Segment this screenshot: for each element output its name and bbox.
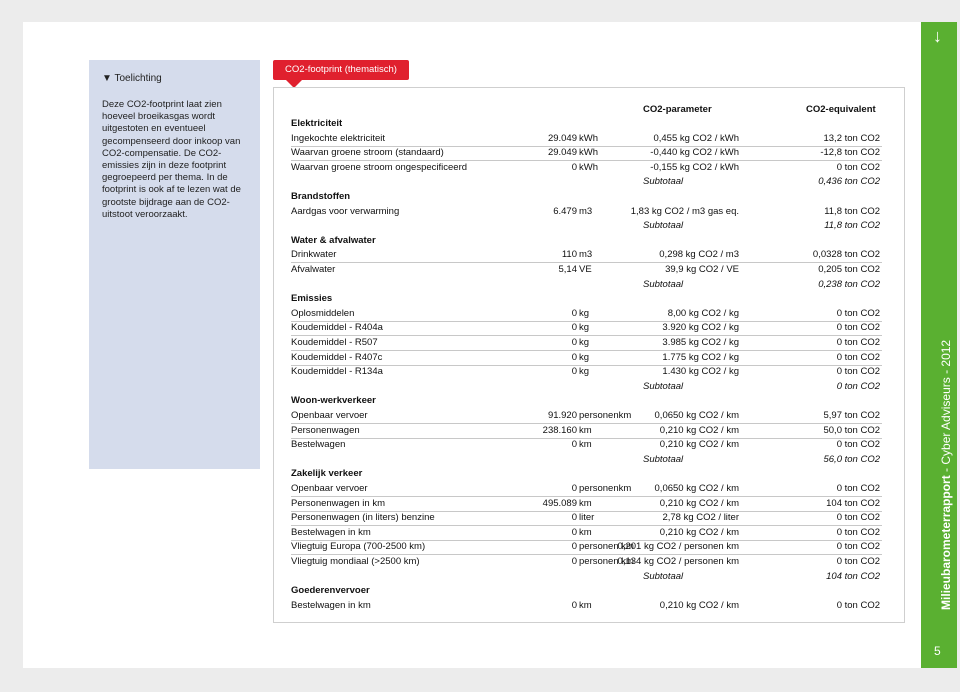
row-unit: kg — [579, 351, 590, 363]
row-quantity: 238.160 — [542, 424, 577, 436]
row-quantity: 0 — [571, 556, 577, 567]
row-quantity: 0 — [571, 526, 577, 538]
row-unit: liter — [579, 512, 595, 524]
row-quantity: 0 — [571, 337, 577, 348]
row-quantity: 0 — [571, 161, 577, 173]
row-quantity: 6.479 — [553, 205, 577, 217]
row-factor: -0,155 kg CO2 / kWh — [650, 161, 739, 173]
table-section-heading — [291, 190, 882, 204]
subtotal-row — [291, 175, 882, 189]
row-quantity: 0 — [571, 366, 577, 378]
toelichting-toggle[interactable]: ▼ Toelichting — [102, 73, 162, 84]
row-equivalent: 0 ton CO2 — [836, 322, 880, 334]
table-row — [291, 146, 882, 161]
subtotal-value: 11,8 ton CO2 — [824, 220, 880, 232]
table-row — [291, 263, 882, 277]
row-quantity: 0 — [571, 307, 577, 319]
row-label: Koudemiddel - R507 — [291, 337, 378, 348]
table-row — [291, 248, 882, 263]
subtotal-value: 56,0 ton CO2 — [823, 453, 880, 465]
row-unit: personen km — [579, 556, 634, 567]
row-factor: 0,298 kg CO2 / m3 — [659, 249, 739, 261]
table-section-heading — [291, 292, 882, 306]
row-quantity: 110 — [561, 249, 577, 261]
row-unit: kWh — [579, 147, 598, 159]
row-quantity: 29.049 — [547, 132, 577, 144]
row-label: Koudemiddel - R404a — [291, 322, 383, 334]
table-row — [291, 409, 882, 424]
row-equivalent: 0 ton CO2 — [836, 556, 880, 567]
row-quantity: 29.049 — [547, 147, 577, 159]
row-factor: 3.985 kg CO2 / kg — [662, 337, 739, 348]
column-header-parameter: CO2-parameter — [643, 104, 712, 115]
row-unit: kg — [579, 307, 590, 319]
subtotal-value: 0,238 ton CO2 — [818, 278, 880, 290]
row-equivalent: 0 ton CO2 — [836, 161, 880, 173]
row-equivalent: 0 ton CO2 — [836, 439, 880, 451]
row-factor: 2,78 kg CO2 / liter — [662, 512, 739, 524]
table-row — [291, 161, 882, 175]
row-factor: 0,210 kg CO2 / km — [659, 599, 739, 611]
row-unit: km — [579, 526, 592, 538]
row-unit: km — [579, 424, 592, 436]
subtotal-row — [291, 219, 882, 233]
row-quantity: 5,14 — [558, 264, 577, 275]
row-unit: VE — [579, 264, 592, 275]
row-factor: 39,9 kg CO2 / VE — [665, 264, 739, 275]
row-factor: 0,134 kg CO2 / personen km — [617, 556, 739, 567]
row-quantity: 0 — [571, 541, 577, 553]
row-label: Personenwagen (in liters) benzine — [291, 512, 435, 524]
row-unit: personenkm — [579, 410, 632, 421]
section-label: Brandstoffen — [291, 191, 351, 202]
row-label: Openbaar vervoer — [291, 410, 368, 421]
table-row — [291, 482, 882, 497]
section-label: Zakelijk verkeer — [291, 468, 363, 480]
row-unit: m3 — [579, 249, 593, 261]
subtotal-label: Subtotaal — [643, 278, 684, 290]
row-label: Personenwagen in km — [291, 497, 385, 509]
subtotal-value: 0 ton CO2 — [836, 380, 880, 392]
row-label: Aardgas voor verwarming — [291, 205, 400, 217]
explanation-text: Deze CO2-footprint laat zien hoeveel broeikasgas wordt uitgestoten en eventueel gecompenseerd door inkoop van CO2-compensatie. De CO2-emissies zijn in deze footprint gegroepeerd per thema. In de footprint is ook af te lezen wat de grootste bijdrage aan de CO2-uitstoot veroorzaakt. — [102, 99, 241, 220]
row-quantity: 495.089 — [542, 497, 577, 509]
row-unit: km — [579, 599, 592, 611]
row-quantity: 0 — [571, 322, 577, 334]
table-row — [291, 321, 882, 336]
subtotal-label: Subtotaal — [643, 453, 684, 465]
table-row — [291, 351, 882, 366]
subtotal-value: 0,436 ton CO2 — [818, 176, 880, 188]
row-factor: 0,0650 kg CO2 / km — [654, 483, 739, 494]
row-factor: 1.775 kg CO2 / kg — [662, 351, 739, 363]
row-equivalent: 0 ton CO2 — [836, 483, 880, 494]
row-unit: kg — [579, 322, 590, 334]
row-label: Koudemiddel - R407c — [291, 351, 383, 363]
row-factor: 0,455 kg CO2 / kWh — [653, 132, 739, 144]
table-row — [291, 307, 882, 322]
row-equivalent: -12,8 ton CO2 — [820, 147, 880, 159]
subtotal-label: Subtotaal — [643, 176, 684, 188]
row-label: Koudemiddel - R134a — [291, 366, 383, 378]
row-equivalent: 5,97 ton CO2 — [823, 410, 880, 421]
table-row — [291, 424, 882, 439]
row-equivalent: 11,8 ton CO2 — [824, 205, 880, 217]
row-equivalent: 0 ton CO2 — [836, 337, 880, 348]
row-unit: kg — [579, 366, 590, 378]
table-section-heading — [291, 394, 882, 408]
row-label: Oplosmiddelen — [291, 307, 355, 319]
row-equivalent: 0,0328 ton CO2 — [812, 249, 880, 261]
row-quantity: 91.920 — [547, 410, 577, 421]
row-factor: 0,210 kg CO2 / km — [659, 497, 739, 509]
page-number: 5 — [934, 644, 941, 658]
row-equivalent: 0 ton CO2 — [836, 526, 880, 538]
row-equivalent: 0,205 ton CO2 — [818, 264, 880, 275]
subtotal-label: Subtotaal — [643, 380, 684, 392]
row-unit: personen km — [579, 541, 634, 553]
subtotal-row — [291, 570, 882, 584]
row-label: Afvalwater — [291, 264, 336, 275]
table-row — [291, 540, 882, 555]
section-label: Goederenvervoer — [291, 585, 370, 597]
row-unit: km — [579, 497, 592, 509]
row-unit: kg — [579, 337, 590, 348]
table-section-heading — [291, 234, 882, 248]
row-factor: 0,0650 kg CO2 / km — [654, 410, 739, 421]
subtotal-label: Subtotaal — [643, 570, 684, 582]
row-label: Waarvan groene stroom ongespecificeerd — [291, 161, 468, 173]
row-equivalent: 50,0 ton CO2 — [823, 424, 880, 436]
row-label: Vliegtuig mondiaal (>2500 km) — [291, 556, 420, 567]
table-section-heading — [291, 467, 882, 481]
table-row — [291, 438, 882, 452]
table-row — [291, 526, 882, 541]
row-equivalent: 0 ton CO2 — [836, 512, 880, 524]
row-unit: m3 — [579, 205, 593, 217]
row-label: Bestelwagen in km — [291, 526, 371, 538]
row-factor: 8,00 kg CO2 / kg — [667, 307, 739, 319]
column-header-equivalent: CO2-equivalent — [806, 104, 876, 115]
arrow-down-icon[interactable]: ↓ — [933, 26, 942, 46]
section-label: Woon-werkverkeer — [291, 395, 376, 407]
row-factor: 0,210 kg CO2 / km — [659, 424, 739, 436]
row-unit: km — [579, 439, 592, 451]
row-factor: 0,210 kg CO2 / km — [659, 526, 739, 538]
section-label: Elektriciteit — [291, 118, 343, 129]
row-factor: -0,440 kg CO2 / kWh — [650, 147, 739, 159]
row-quantity: 0 — [571, 351, 577, 363]
subtotal-value: 104 ton CO2 — [826, 570, 880, 582]
row-label: Bestelwagen — [291, 439, 346, 451]
section-label: Emissies — [291, 293, 333, 305]
row-unit: kWh — [579, 132, 598, 144]
row-label: Waarvan groene stroom (standaard) — [291, 147, 444, 159]
section-label: Water & afvalwater — [291, 234, 376, 246]
table-section-heading — [291, 117, 882, 131]
subtotal-row — [291, 380, 882, 394]
row-quantity: 0 — [571, 512, 577, 524]
row-label: Bestelwagen in km — [291, 599, 371, 611]
row-factor: 1,83 kg CO2 / m3 gas eq. — [630, 205, 739, 217]
table-row — [291, 511, 882, 526]
row-equivalent: 0 ton CO2 — [836, 351, 880, 363]
subtotal-row — [291, 453, 882, 467]
row-factor: 1.430 kg CO2 / kg — [662, 366, 739, 378]
row-equivalent: 0 ton CO2 — [836, 599, 880, 611]
table-row — [291, 365, 882, 379]
table-row — [291, 599, 882, 613]
tab-co2-footprint[interactable]: CO2-footprint (thematisch) — [273, 60, 409, 80]
table-row — [291, 336, 882, 351]
row-equivalent: 0 ton CO2 — [836, 366, 880, 378]
row-factor: 3.920 kg CO2 / kg — [662, 322, 739, 334]
row-equivalent: 0 ton CO2 — [836, 307, 880, 319]
row-equivalent: 0 ton CO2 — [836, 541, 880, 553]
row-factor: 0,210 kg CO2 / km — [659, 439, 739, 451]
row-label: Openbaar vervoer — [291, 483, 368, 494]
row-unit: personenkm — [579, 483, 632, 494]
report-title: Milieubarometerrapport - Cyber Adviseurs - 2012 — [939, 339, 953, 610]
row-quantity: 0 — [571, 439, 577, 451]
explanation-panel — [89, 60, 260, 469]
subtotal-row — [291, 278, 882, 292]
table-section-heading — [291, 584, 882, 598]
row-quantity: 0 — [571, 599, 577, 611]
row-unit: kWh — [579, 161, 598, 173]
subtotal-label: Subtotaal — [643, 220, 684, 232]
table-row — [291, 132, 882, 147]
row-quantity: 0 — [571, 483, 577, 494]
row-equivalent: 13,2 ton CO2 — [823, 132, 880, 144]
row-label: Personenwagen — [291, 424, 360, 436]
table-row — [291, 205, 882, 219]
row-label: Drinkwater — [291, 249, 337, 261]
row-equivalent: 104 ton CO2 — [826, 497, 880, 509]
table-row — [291, 497, 882, 512]
row-label: Ingekochte elektriciteit — [291, 132, 385, 144]
row-label: Vliegtuig Europa (700-2500 km) — [291, 541, 426, 553]
row-factor: 0,201 kg CO2 / personen km — [617, 541, 739, 553]
table-row — [291, 555, 882, 569]
